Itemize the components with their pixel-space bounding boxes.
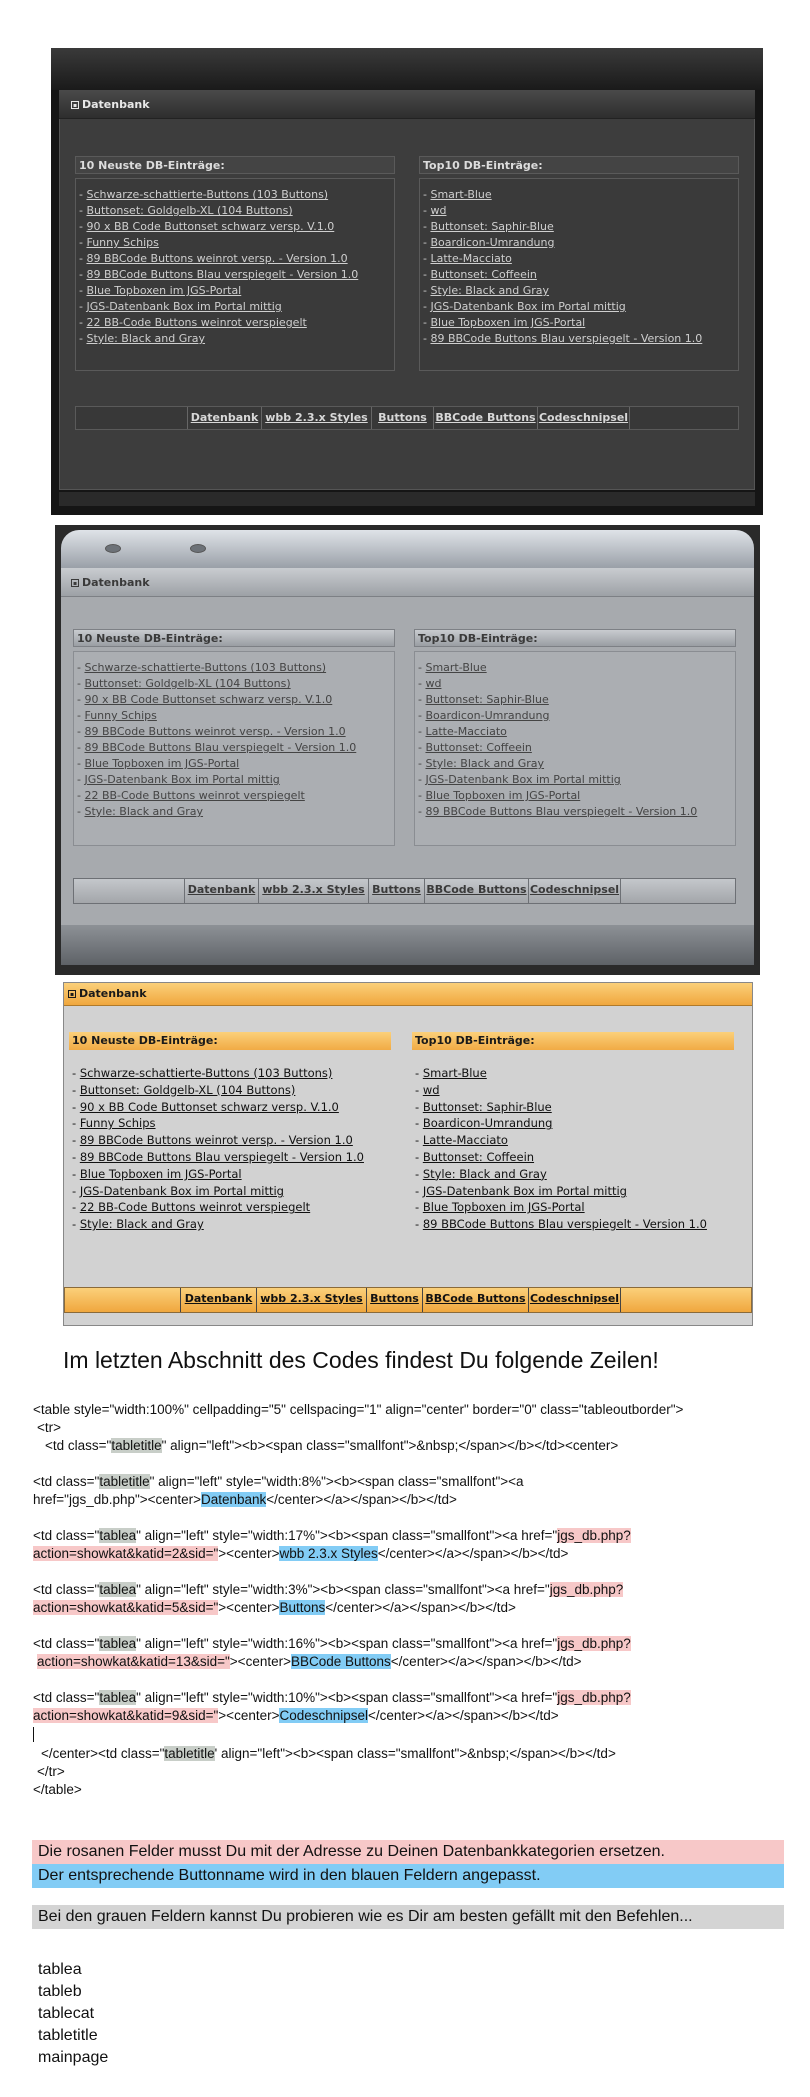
newest-entries-list <box>77 660 391 820</box>
list-item: - Latte-Macciato <box>415 1133 508 1148</box>
panel-title-text: Datenbank <box>82 576 150 589</box>
nav-spacer <box>629 407 738 429</box>
list-item: - JGS-Datenbank Box im Portal mittig <box>72 1183 284 1198</box>
decor-knob-icon <box>105 544 121 553</box>
code-line: action=showkat&katid=9&sid="><center>Codeschnipsel</center></a></span></b></td> <box>33 1708 559 1723</box>
list-item: - Smart-Blue <box>423 188 492 201</box>
command-item: mainpage <box>38 2049 109 2066</box>
code-line: <table style="width:100%" cellpadding="5" cellspacing="1" align="center" border="0" class="tableoutborder"> <box>33 1402 684 1417</box>
panel-title <box>71 576 150 589</box>
entry-link[interactable]: Boardicon-Umrandung <box>425 709 550 722</box>
entry-link[interactable]: 90 x BB Code Buttonset schwarz versp. V.1.0 <box>86 220 335 233</box>
grey-style-preview <box>55 525 760 975</box>
entry-link[interactable]: Smart-Blue <box>422 1066 487 1080</box>
pink-note: Die rosanen Felder musst Du mit der Adresse zu Deinen Datenbankkategorien ersetzen. <box>32 1840 784 1864</box>
list-item: - Style: Black and Gray <box>77 805 204 818</box>
list-item: - JGS-Datenbank Box im Portal mittig <box>418 773 621 786</box>
nav-bbcode-button[interactable]: BBCode Buttons <box>433 407 537 429</box>
left-column-box <box>75 178 395 371</box>
entry-link[interactable]: Style: Black and Gray <box>84 805 204 818</box>
blue-highlight: Codeschnipsel <box>279 1708 369 1723</box>
entry-link[interactable]: Blue Topboxen im JGS-Portal <box>79 1166 242 1181</box>
right-column-header: Top10 DB-Einträge: <box>414 629 736 647</box>
list-item: - JGS-Datenbank Box im Portal mittig <box>423 300 626 313</box>
list-item: - Buttonset: Saphir-Blue <box>418 693 549 706</box>
nav-spacer <box>620 1288 751 1312</box>
entry-link[interactable]: 22 BB-Code Buttons weinrot verspiegelt <box>79 1200 311 1215</box>
code-line: </table> <box>33 1782 82 1797</box>
list-item: - Schwarze-schattierte-Buttons (103 Buttons) <box>77 661 327 674</box>
list-item: - 90 x BB Code Buttonset schwarz versp. V.1.0 <box>77 693 333 706</box>
entry-link[interactable]: Buttonset: Goldgelb-XL (104 Buttons) <box>79 1082 296 1097</box>
entry-link[interactable]: 89 BBCode Buttons weinrot versp. - Version 1.0 <box>84 725 346 738</box>
code-line: <td class="tabletitle" align="left"><b><span class="smallfont">&nbsp;</span></b></td><center> <box>45 1438 619 1453</box>
database-icon: ▪ <box>72 579 78 587</box>
nav-bbcode-button[interactable]: BBCode Buttons <box>424 879 528 903</box>
list-item: - 89 BBCode Buttons Blau verspiegelt - Version 1.0 <box>423 332 703 345</box>
grey-header-frame <box>61 530 754 568</box>
text-cursor <box>33 1727 34 1742</box>
nav-styles-button[interactable]: wbb 2.3.x Styles <box>258 879 368 903</box>
entry-link[interactable]: Buttonset: Goldgelb-XL (104 Buttons) <box>86 204 293 217</box>
entry-link[interactable]: Schwarze-schattierte-Buttons (103 Buttons) <box>84 661 327 674</box>
grey-footer-frame <box>61 925 754 965</box>
entry-link[interactable]: Blue Topboxen im JGS-Portal <box>430 316 586 329</box>
top10-entries-list <box>415 1065 731 1233</box>
right-column-box <box>412 1065 734 1241</box>
blue-highlight: Buttons <box>279 1600 326 1615</box>
entry-link[interactable]: Buttonset: Saphir-Blue <box>430 220 554 233</box>
dark-title-bar <box>59 90 755 119</box>
code-line: <td class="tablea" align="left" style="width:17%"><b><span class="smallfont"><a href="jgs_db.php? <box>33 1528 631 1543</box>
list-item: - Style: Black and Gray <box>418 757 545 770</box>
left-column-header: 10 Neuste DB-Einträge: <box>73 629 395 647</box>
entry-link[interactable]: Blue Topboxen im JGS-Portal <box>86 284 242 297</box>
list-item: - Buttonset: Saphir-Blue <box>423 220 554 233</box>
code-line: <td class="tablea" align="left" style="width:16%"><b><span class="smallfont"><a href="jgs_db.php? <box>33 1636 631 1651</box>
grey-highlight: tabletitle <box>111 1438 162 1453</box>
list-item: - Smart-Blue <box>415 1066 487 1080</box>
pink-highlight: action=showkat&katid=5&sid=" <box>33 1600 219 1615</box>
grey-title-bar <box>61 568 754 597</box>
pink-highlight: action=showkat&katid=13&sid=" <box>37 1654 230 1669</box>
list-item: - 22 BB-Code Buttons weinrot verspiegelt <box>72 1200 311 1215</box>
list-item: - 89 BBCode Buttons Blau verspiegelt - Version 1.0 <box>72 1149 364 1164</box>
nav-datenbank-button[interactable]: Datenbank <box>184 879 258 903</box>
entry-link[interactable]: JGS-Datenbank Box im Portal mittig <box>425 773 621 786</box>
entry-link[interactable]: Funny Schips <box>86 236 159 249</box>
entry-link[interactable]: 89 BBCode Buttons Blau verspiegelt - Version 1.0 <box>84 741 357 754</box>
entry-link[interactable]: 22 BB-Code Buttons weinrot verspiegelt <box>84 789 305 802</box>
top10-entries-list <box>423 187 735 347</box>
grey-highlight: tabletitle <box>99 1474 150 1489</box>
entry-link[interactable]: Style: Black and Gray <box>86 332 206 345</box>
entry-link[interactable]: Buttonset: Coffeein <box>430 268 537 281</box>
category-nav-bar <box>73 878 736 904</box>
entry-link[interactable]: Schwarze-schattierte-Buttons (103 Buttons) <box>79 1066 333 1080</box>
decor-knob-icon <box>190 544 206 553</box>
list-item: - Schwarze-schattierte-Buttons (103 Buttons) <box>79 188 329 201</box>
code-line: action=showkat&katid=2&sid="><center>wbb 2.3.x Styles</center></a></span></b></td> <box>33 1546 569 1561</box>
grey-highlight: tablea <box>99 1582 137 1597</box>
entry-link[interactable]: wd <box>425 677 442 690</box>
panel-title <box>71 98 150 111</box>
list-item: - 22 BB-Code Buttons weinrot verspiegelt <box>79 316 307 329</box>
entry-link[interactable]: Blue Topboxen im JGS-Portal <box>84 757 240 770</box>
list-item: - 89 BBCode Buttons weinrot versp. - Version 1.0 <box>79 252 348 265</box>
entry-link[interactable]: JGS-Datenbank Box im Portal mittig <box>430 300 626 313</box>
entry-link[interactable]: 89 BBCode Buttons Blau verspiegelt - Version 1.0 <box>425 805 698 818</box>
nav-codeschnipsel-button[interactable]: Codeschnipsel <box>528 1288 620 1312</box>
orange-style-preview <box>63 982 753 1326</box>
entry-link[interactable]: 89 BBCode Buttons Blau verspiegelt - Version 1.0 <box>422 1217 707 1232</box>
pink-highlight: jgs_db.php? <box>557 1690 631 1705</box>
nav-styles-button[interactable]: wbb 2.3.x Styles <box>261 407 371 429</box>
dark-style-preview <box>51 48 763 515</box>
list-item: - wd <box>415 1082 440 1097</box>
entry-link[interactable]: JGS-Datenbank Box im Portal mittig <box>79 1183 284 1198</box>
instruction-headline: Im letzten Abschnitt des Codes findest Du folgende Zeilen! <box>63 1347 659 1373</box>
entry-link[interactable]: Boardicon-Umrandung <box>422 1116 553 1131</box>
grey-highlight: tablea <box>99 1690 137 1705</box>
list-item: - Buttonset: Goldgelb-XL (104 Buttons) <box>72 1082 296 1097</box>
panel-title <box>68 987 147 1000</box>
entry-link[interactable]: Style: Black and Gray <box>79 1217 204 1232</box>
list-item: - JGS-Datenbank Box im Portal mittig <box>79 300 282 313</box>
list-item: - 89 BBCode Buttons Blau verspiegelt - Version 1.0 <box>415 1217 707 1232</box>
list-item: - Latte-Macciato <box>418 725 507 738</box>
entry-link[interactable]: 89 BBCode Buttons weinrot versp. - Version 1.0 <box>86 252 348 265</box>
newest-entries-list <box>79 187 391 347</box>
list-item: - Boardicon-Umrandung <box>415 1116 553 1131</box>
blue-highlight: wbb 2.3.x Styles <box>279 1546 378 1561</box>
list-item: - Buttonset: Goldgelb-XL (104 Buttons) <box>79 204 293 217</box>
grey-highlight: tablea <box>99 1636 137 1651</box>
list-item: - Style: Black and Gray <box>79 332 206 345</box>
database-icon: ▪ <box>72 101 78 109</box>
pink-highlight: action=showkat&katid=2&sid=" <box>33 1546 219 1561</box>
code-line: action=showkat&katid=5&sid="><center>Buttons</center></a></span></b></td> <box>33 1600 516 1615</box>
entry-link[interactable]: Smart-Blue <box>430 188 492 201</box>
entry-link[interactable]: Blue Topboxen im JGS-Portal <box>422 1200 585 1215</box>
dark-footer-frame <box>59 492 755 506</box>
code-line: href="jgs_db.php"><center>Datenbank</center></a></span></b></td> <box>33 1492 457 1507</box>
entry-link[interactable]: Style: Black and Gray <box>422 1166 547 1181</box>
list-item: - Blue Topboxen im JGS-Portal <box>72 1166 242 1181</box>
top10-entries-list <box>418 660 732 820</box>
list-item: - Smart-Blue <box>418 661 487 674</box>
list-item: - Boardicon-Umrandung <box>418 709 550 722</box>
entry-link[interactable]: Funny Schips <box>84 709 157 722</box>
nav-codeschnipsel-button[interactable]: Codeschnipsel <box>537 407 629 429</box>
entry-link[interactable]: Latte-Macciato <box>425 725 507 738</box>
list-item: - Blue Topboxen im JGS-Portal <box>418 789 581 802</box>
list-item: - Buttonset: Coffeein <box>418 741 532 754</box>
blue-highlight: BBCode Buttons <box>290 1654 391 1669</box>
list-item: - 90 x BB Code Buttonset schwarz versp. V.1.0 <box>79 220 335 233</box>
nav-styles-button[interactable]: wbb 2.3.x Styles <box>256 1288 366 1312</box>
category-nav-bar <box>64 1287 752 1313</box>
entry-link[interactable]: JGS-Datenbank Box im Portal mittig <box>84 773 280 786</box>
list-item: - Buttonset: Coffeein <box>415 1149 535 1164</box>
code-line: </tr> <box>37 1764 65 1779</box>
left-column-box <box>69 1065 391 1241</box>
nav-buttons-button[interactable]: Buttons <box>371 407 433 429</box>
nav-spacer <box>65 1288 180 1312</box>
list-item: - Schwarze-schattierte-Buttons (103 Buttons) <box>72 1066 333 1080</box>
blue-highlight: Datenbank <box>200 1492 267 1507</box>
command-item: tablecat <box>38 2005 95 2022</box>
list-item: - Funny Schips <box>77 709 157 722</box>
list-item: - Blue Topboxen im JGS-Portal <box>415 1200 585 1215</box>
panel-title-text: Datenbank <box>82 98 150 111</box>
right-column-header: Top10 DB-Einträge: <box>412 1032 734 1050</box>
dark-header-frame <box>51 48 763 90</box>
left-column-header: 10 Neuste DB-Einträge: <box>75 156 395 174</box>
entry-link[interactable]: Style: Black and Gray <box>425 757 545 770</box>
entry-link[interactable]: JGS-Datenbank Box im Portal mittig <box>86 300 282 313</box>
list-item: - Buttonset: Coffeein <box>423 268 537 281</box>
entry-link[interactable]: 89 BBCode Buttons Blau verspiegelt - Version 1.0 <box>86 268 359 281</box>
list-item: - wd <box>423 204 447 217</box>
pink-highlight: action=showkat&katid=9&sid=" <box>33 1708 219 1723</box>
entry-link[interactable]: Funny Schips <box>79 1116 156 1131</box>
entry-link[interactable]: Buttonset: Goldgelb-XL (104 Buttons) <box>84 677 291 690</box>
nav-spacer <box>76 407 187 429</box>
list-item: - JGS-Datenbank Box im Portal mittig <box>77 773 280 786</box>
left-column-box <box>73 651 395 846</box>
list-item: - 89 BBCode Buttons Blau verspiegelt - Version 1.0 <box>77 741 357 754</box>
list-item: - 89 BBCode Buttons Blau verspiegelt - Version 1.0 <box>79 268 359 281</box>
entry-link[interactable]: 89 BBCode Buttons weinrot versp. - Version 1.0 <box>79 1133 353 1148</box>
list-item: - Latte-Macciato <box>423 252 512 265</box>
entry-link[interactable]: 89 BBCode Buttons Blau verspiegelt - Version 1.0 <box>79 1149 364 1164</box>
orange-title-bar <box>64 983 752 1006</box>
entry-link[interactable]: wd <box>422 1082 440 1097</box>
left-column-header: 10 Neuste DB-Einträge: <box>69 1032 391 1050</box>
list-item: - Buttonset: Saphir-Blue <box>415 1099 552 1114</box>
newest-entries-list <box>72 1065 388 1233</box>
command-item: tablea <box>38 1961 82 1978</box>
list-item: - 89 BBCode Buttons Blau verspiegelt - Version 1.0 <box>418 805 698 818</box>
list-item: - Blue Topboxen im JGS-Portal <box>423 316 586 329</box>
command-item: tableb <box>38 1983 82 2000</box>
list-item: - Blue Topboxen im JGS-Portal <box>79 284 242 297</box>
pink-highlight: jgs_db.php? <box>557 1636 631 1651</box>
entry-link[interactable]: Buttonset: Saphir-Blue <box>425 693 549 706</box>
entry-link[interactable]: Buttonset: Coffeein <box>425 741 532 754</box>
nav-datenbank-button[interactable]: Datenbank <box>180 1288 256 1312</box>
list-item: - Funny Schips <box>79 236 159 249</box>
list-item: - 90 x BB Code Buttonset schwarz versp. V.1.0 <box>72 1099 339 1114</box>
list-item: - 89 BBCode Buttons weinrot versp. - Version 1.0 <box>72 1133 353 1148</box>
entry-link[interactable]: Buttonset: Saphir-Blue <box>422 1099 552 1114</box>
entry-link[interactable]: wd <box>430 204 447 217</box>
nav-spacer <box>620 879 735 903</box>
code-line: </center><td class="tabletitle' align="left"><b><span class="smallfont">&nbsp;</span></b></td> <box>41 1746 616 1761</box>
command-item: tabletitle <box>38 2027 98 2044</box>
nav-codeschnipsel-button[interactable]: Codeschnipsel <box>528 879 620 903</box>
blue-note: Der entsprechende Buttonname wird in den blauen Feldern angepasst. <box>32 1864 784 1888</box>
list-item: - Boardicon-Umrandung <box>423 236 555 249</box>
pink-highlight: jgs_db.php? <box>549 1582 624 1597</box>
grey-highlight: tablea <box>99 1528 137 1543</box>
list-item: - Style: Black and Gray <box>423 284 550 297</box>
command-list <box>38 1959 108 2069</box>
entry-link[interactable]: Schwarze-schattierte-Buttons (103 Buttons) <box>86 188 329 201</box>
entry-link[interactable]: Buttonset: Coffeein <box>422 1149 535 1164</box>
entry-link[interactable]: Latte-Macciato <box>430 252 512 265</box>
list-item: - JGS-Datenbank Box im Portal mittig <box>415 1183 627 1198</box>
nav-spacer <box>74 879 184 903</box>
entry-link[interactable]: 90 x BB Code Buttonset schwarz versp. V.1.0 <box>84 693 333 706</box>
entry-link[interactable]: Smart-Blue <box>425 661 487 674</box>
category-nav-bar <box>75 406 739 430</box>
entry-link[interactable]: JGS-Datenbank Box im Portal mittig <box>422 1183 627 1198</box>
entry-link[interactable]: 90 x BB Code Buttonset schwarz versp. V.1.0 <box>79 1099 339 1114</box>
list-item: - 22 BB-Code Buttons weinrot verspiegelt <box>77 789 305 802</box>
pink-highlight: jgs_db.php? <box>557 1528 631 1543</box>
code-line: <td class="tablea" align="left" style="width:3%"><b><span class="smallfont"><a href="jgs_db.php? <box>33 1582 624 1597</box>
code-line: <td class="tablea" align="left" style="width:10%"><b><span class="smallfont"><a href="jgs_db.php? <box>33 1690 631 1705</box>
database-icon: ▪ <box>69 990 75 998</box>
right-column-box <box>414 651 736 846</box>
code-line: <td class="tabletitle" align="left" style="width:8%"><b><span class="smallfont"><a <box>33 1474 524 1489</box>
nav-bbcode-button[interactable]: BBCode Buttons <box>422 1288 528 1312</box>
list-item: - Funny Schips <box>72 1116 156 1131</box>
grey-highlight: tabletitle <box>164 1746 215 1761</box>
list-item: - Buttonset: Goldgelb-XL (104 Buttons) <box>77 677 291 690</box>
entry-link[interactable]: Style: Black and Gray <box>430 284 550 297</box>
code-line: <tr> <box>37 1420 62 1435</box>
panel-title-text: Datenbank <box>79 987 147 1000</box>
list-item: - Style: Black and Gray <box>72 1217 204 1232</box>
entry-link[interactable]: Blue Topboxen im JGS-Portal <box>425 789 581 802</box>
entry-link[interactable]: Latte-Macciato <box>422 1133 508 1148</box>
nav-buttons-button[interactable]: Buttons <box>368 879 424 903</box>
list-item: - wd <box>418 677 442 690</box>
list-item: - 89 BBCode Buttons weinrot versp. - Version 1.0 <box>77 725 346 738</box>
entry-link[interactable]: Boardicon-Umrandung <box>430 236 555 249</box>
list-item: - Style: Black and Gray <box>415 1166 547 1181</box>
right-column-box <box>419 178 739 371</box>
nav-datenbank-button[interactable]: Datenbank <box>187 407 261 429</box>
list-item: - Blue Topboxen im JGS-Portal <box>77 757 240 770</box>
entry-link[interactable]: 89 BBCode Buttons Blau verspiegelt - Version 1.0 <box>430 332 703 345</box>
entry-link[interactable]: 22 BB-Code Buttons weinrot verspiegelt <box>86 316 307 329</box>
nav-buttons-button[interactable]: Buttons <box>366 1288 422 1312</box>
grey-note: Bei den grauen Feldern kannst Du probieren wie es Dir am besten gefällt mit den Befehlen... <box>32 1905 784 1929</box>
right-column-header: Top10 DB-Einträge: <box>419 156 739 174</box>
code-line: action=showkat&katid=13&sid="><center>BBCode Buttons</center></a></span></b></td> <box>37 1654 582 1669</box>
